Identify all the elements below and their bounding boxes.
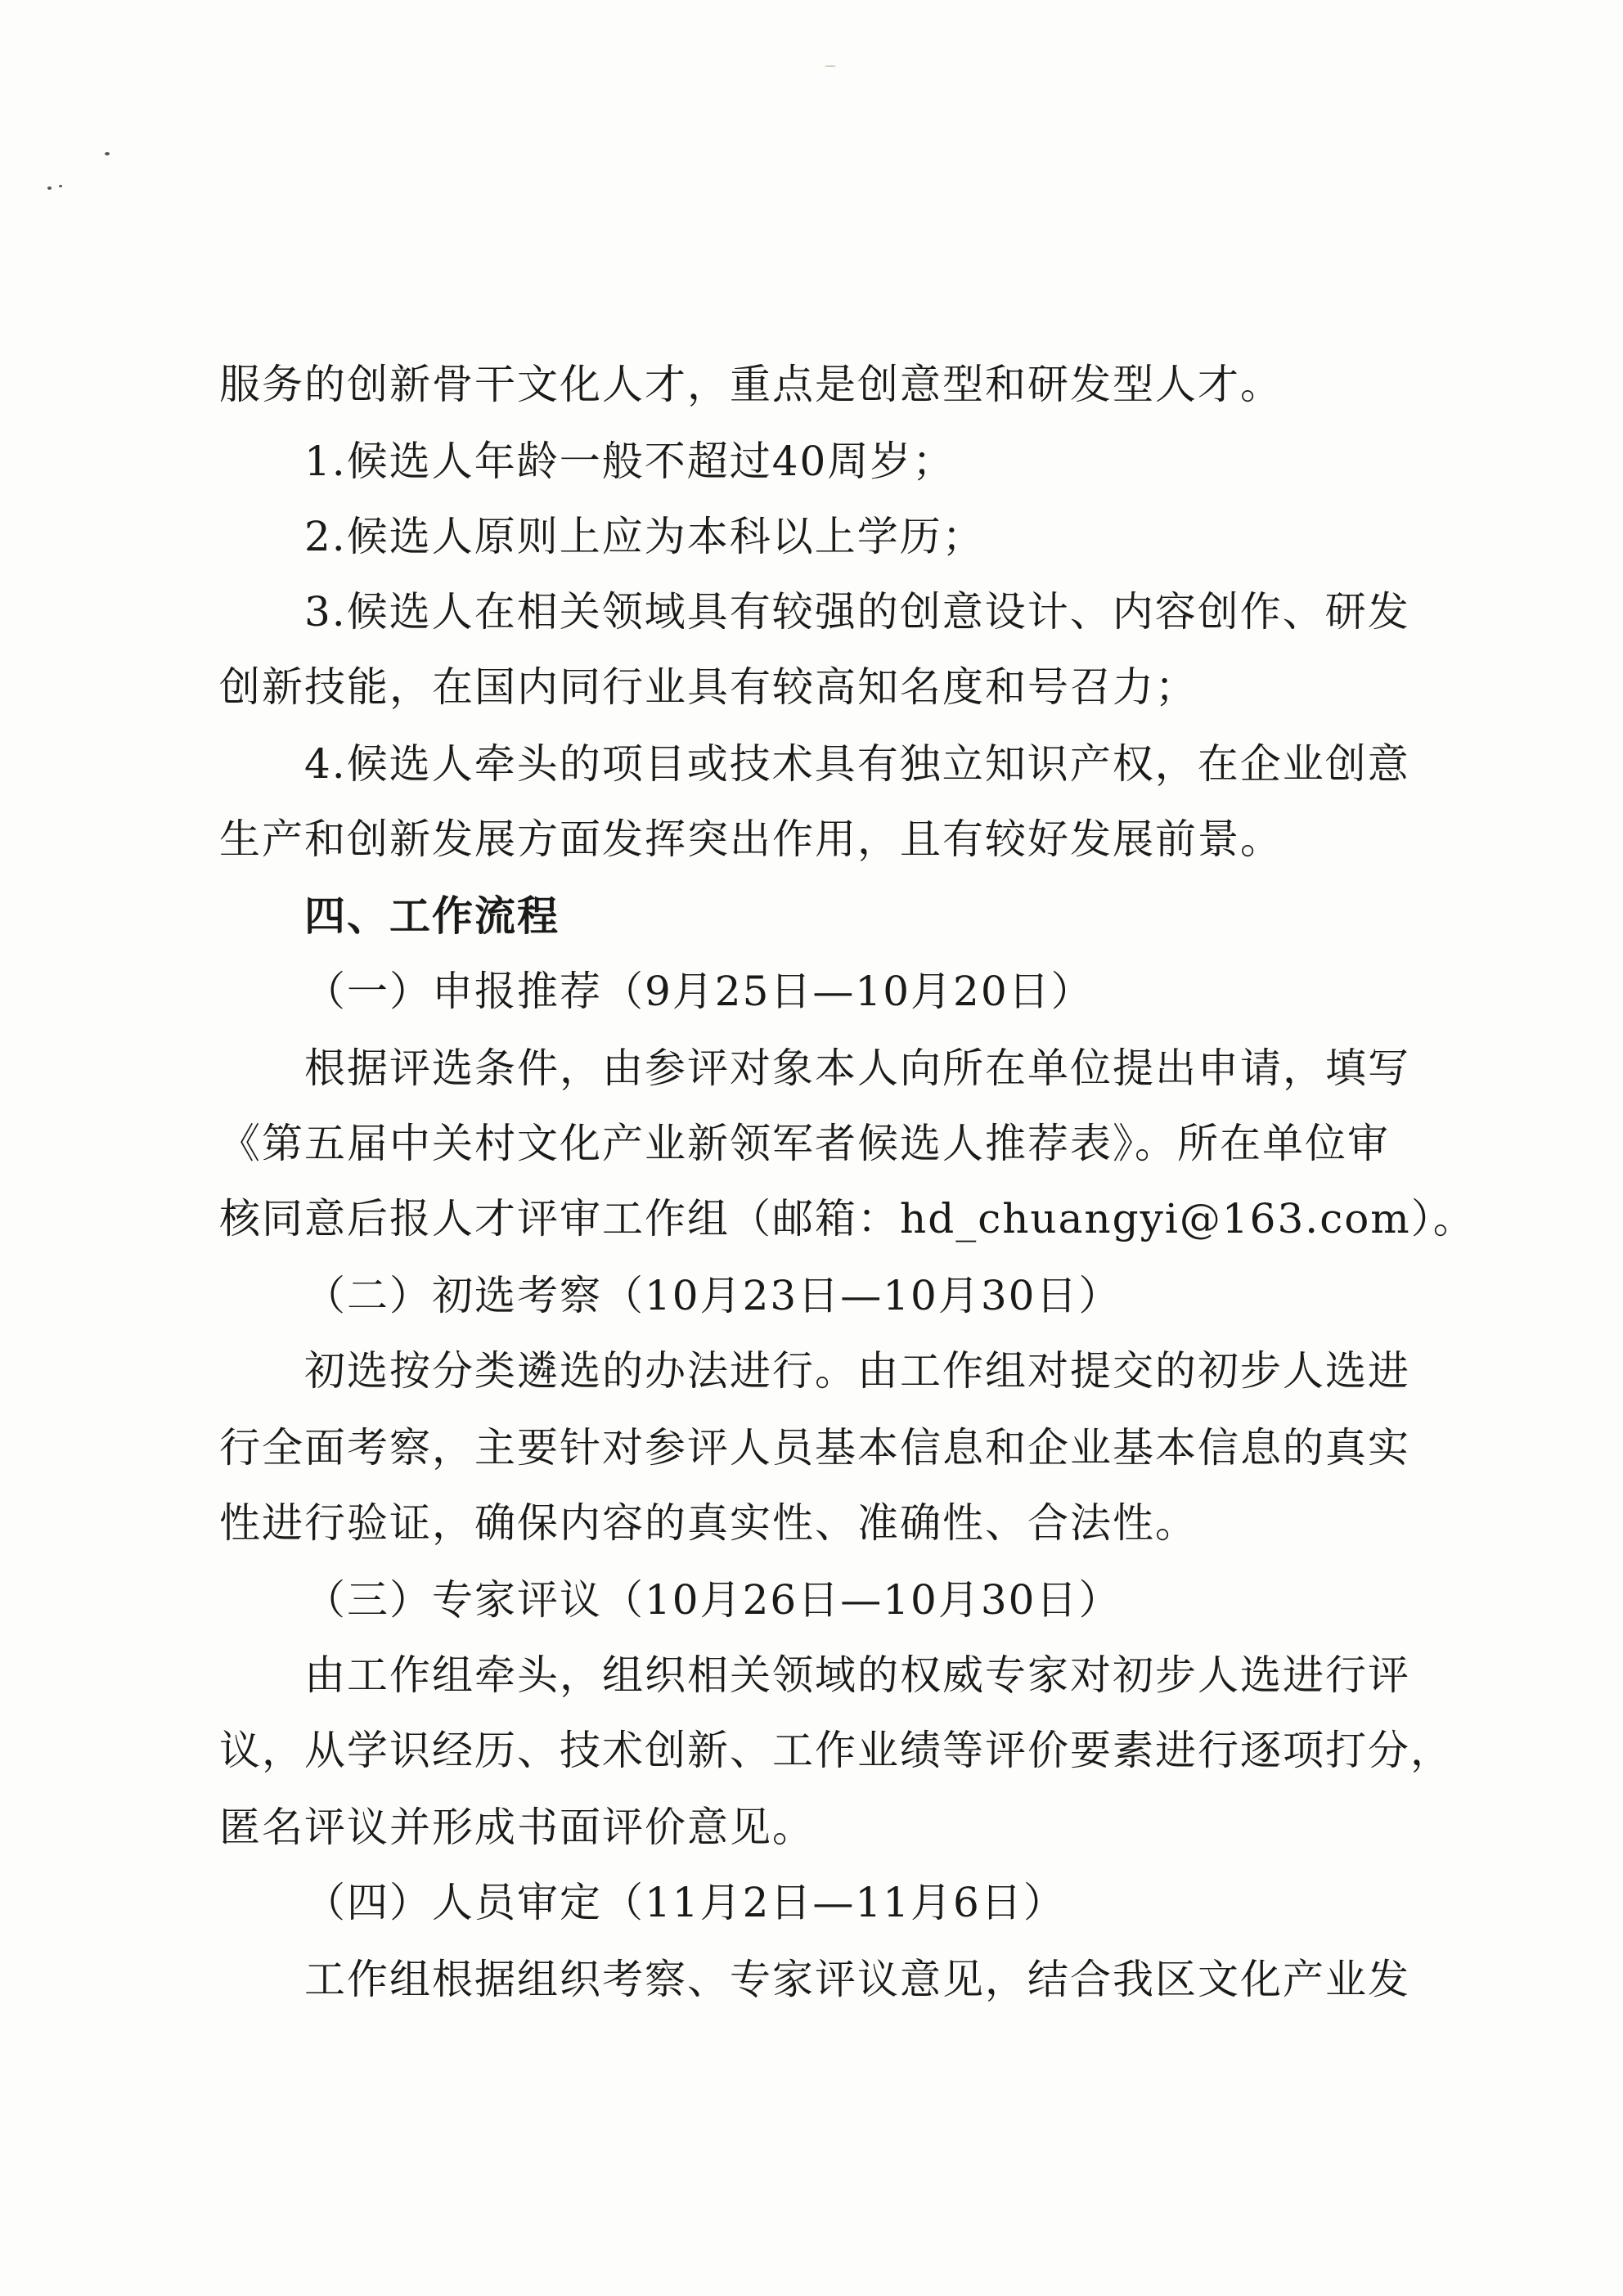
subsection-heading-1: （一）申报推荐（9月25日—10月20日） <box>304 968 1094 1015</box>
subsection-heading-4: （四）人员审定（11月2日—11月6日） <box>304 1879 1066 1926</box>
scan-speck <box>47 186 52 190</box>
body-line: 《第五届中关村文化产业新领军者候选人推荐表》。所在单位审 <box>219 1120 1390 1167</box>
scan-speck <box>825 65 836 67</box>
subsection-heading-3: （三）专家评议（10月26日—10月30日） <box>304 1576 1122 1624</box>
list-item-3-continued: 创新技能，在国内同行业具有较高知名度和号召力； <box>219 663 1198 711</box>
list-item-4: 4.候选人牵头的项目或技术具有独立知识产权，在企业创意 <box>304 740 1410 788</box>
section-heading: 四、工作流程 <box>304 892 560 940</box>
body-line: 工作组根据组织考察、专家评议意见，结合我区文化产业发 <box>304 1956 1410 2003</box>
body-line: 初选按分类遴选的办法进行。由工作组对提交的初步人选进 <box>304 1347 1410 1395</box>
body-line: 由工作组牵头，组织相关领域的权威专家对初步人选进行评 <box>304 1651 1410 1699</box>
list-item-3: 3.候选人在相关领域具有较强的创意设计、内容创作、研发 <box>304 588 1410 636</box>
list-item-1: 1.候选人年龄一般不超过40周岁； <box>304 438 955 485</box>
body-line: 根据评选条件，由参评对象本人向所在单位提出申请，填写 <box>304 1045 1410 1092</box>
scan-speck <box>105 152 110 155</box>
list-item-2: 2.候选人原则上应为本科以上学历； <box>304 513 985 560</box>
body-line: 核同意后报人才评审工作组（邮箱：hd_chuangyi@163.com）。 <box>219 1195 1476 1242</box>
body-line: 性进行验证，确保内容的真实性、准确性、合法性。 <box>219 1499 1198 1547</box>
body-line: 服务的创新骨干文化人才，重点是创意型和研发型人才。 <box>219 361 1283 408</box>
list-item-4-continued: 生产和创新发展方面发挥突出作用，且有较好发展前景。 <box>219 816 1283 863</box>
body-line: 议，从学识经历、技术创新、工作业绩等评价要素进行逐项打分， <box>219 1727 1453 1774</box>
body-line: 行全面考察，主要针对参评人员基本信息和企业基本信息的真实 <box>219 1424 1410 1472</box>
body-line: 匿名评议并形成书面评价意见。 <box>219 1804 815 1851</box>
subsection-heading-2: （二）初选考察（10月23日—10月30日） <box>304 1272 1122 1319</box>
scan-speck <box>59 185 62 187</box>
